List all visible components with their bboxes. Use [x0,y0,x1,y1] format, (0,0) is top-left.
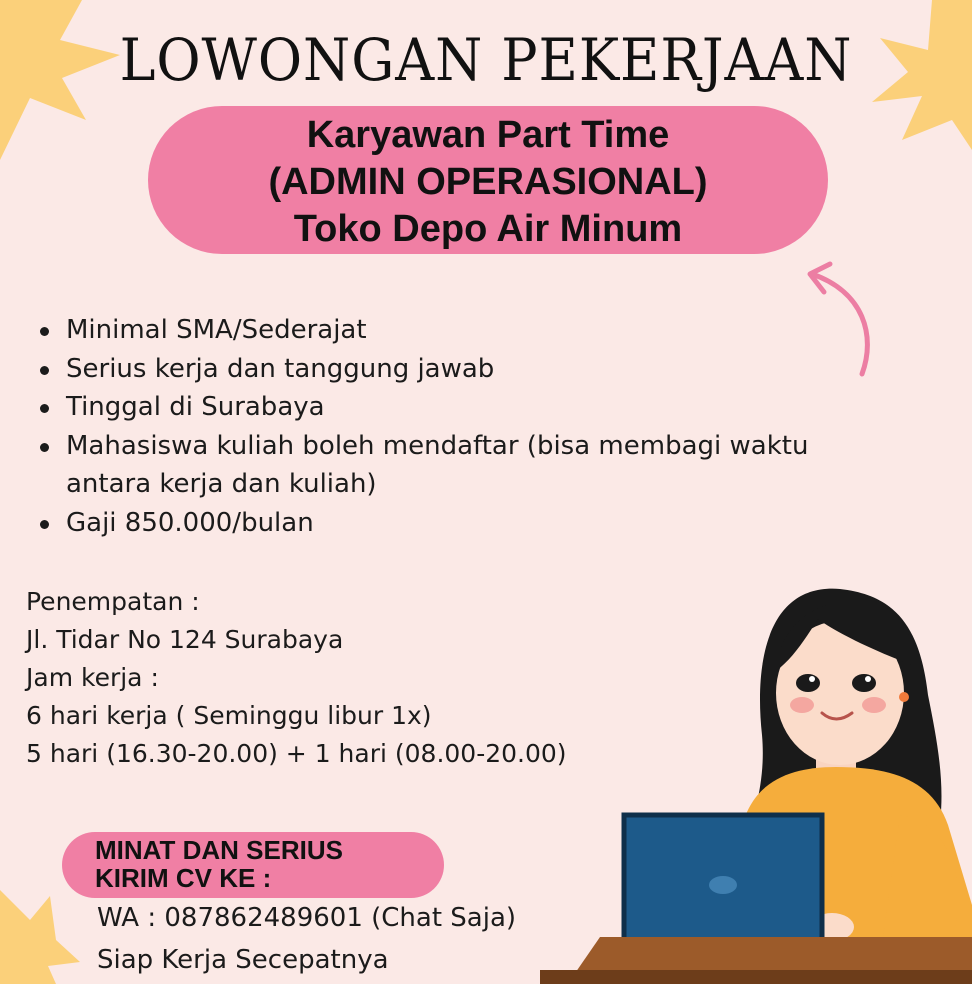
placement-info [26,583,567,773]
contact-info [97,897,516,981]
list-item: Minimal SMA/Sederajat [36,311,936,350]
list-item: Gaji 850.000/bulan [36,504,936,543]
sun-star-icon [0,890,80,984]
list-item: Serius kerja dan tanggung jawab [36,350,936,389]
list-item: Tinggal di Surabaya [36,388,936,427]
job-title-line: (ADMIN OPERASIONAL) [268,161,708,203]
cta-line: MINAT DAN SERIUS [95,835,343,865]
page-title: LOWONGAN PEKERJAAN [119,26,853,94]
job-title-line: Karyawan Part Time [306,114,670,156]
requirements-list [36,311,936,542]
list-item: Mahasiswa kuliah boleh mendaftar (bisa membagi waktu [36,427,936,466]
list-item-continuation: antara kerja dan kuliah) [66,469,377,499]
job-title [148,112,828,253]
cta-text [95,836,343,892]
work-schedule: 5 hari (16.30-20.00) + 1 hari (08.00-20.00) [26,739,567,768]
hours-label: Jam kerja : [26,663,159,692]
contact-note: Siap Kerja Secepatnya [97,945,389,975]
placement-label: Penempatan : [26,587,200,616]
cta-line: KIRIM CV KE : [95,863,272,893]
address: Jl. Tidar No 124 Surabaya [26,625,344,654]
job-title-line: Toko Depo Air Minum [293,208,683,250]
whatsapp-contact: WA : 087862489601 (Chat Saja) [97,903,517,933]
work-days: 6 hari kerja ( Seminggu libur 1x) [26,701,432,730]
woman-laptop-illustration [540,575,972,984]
